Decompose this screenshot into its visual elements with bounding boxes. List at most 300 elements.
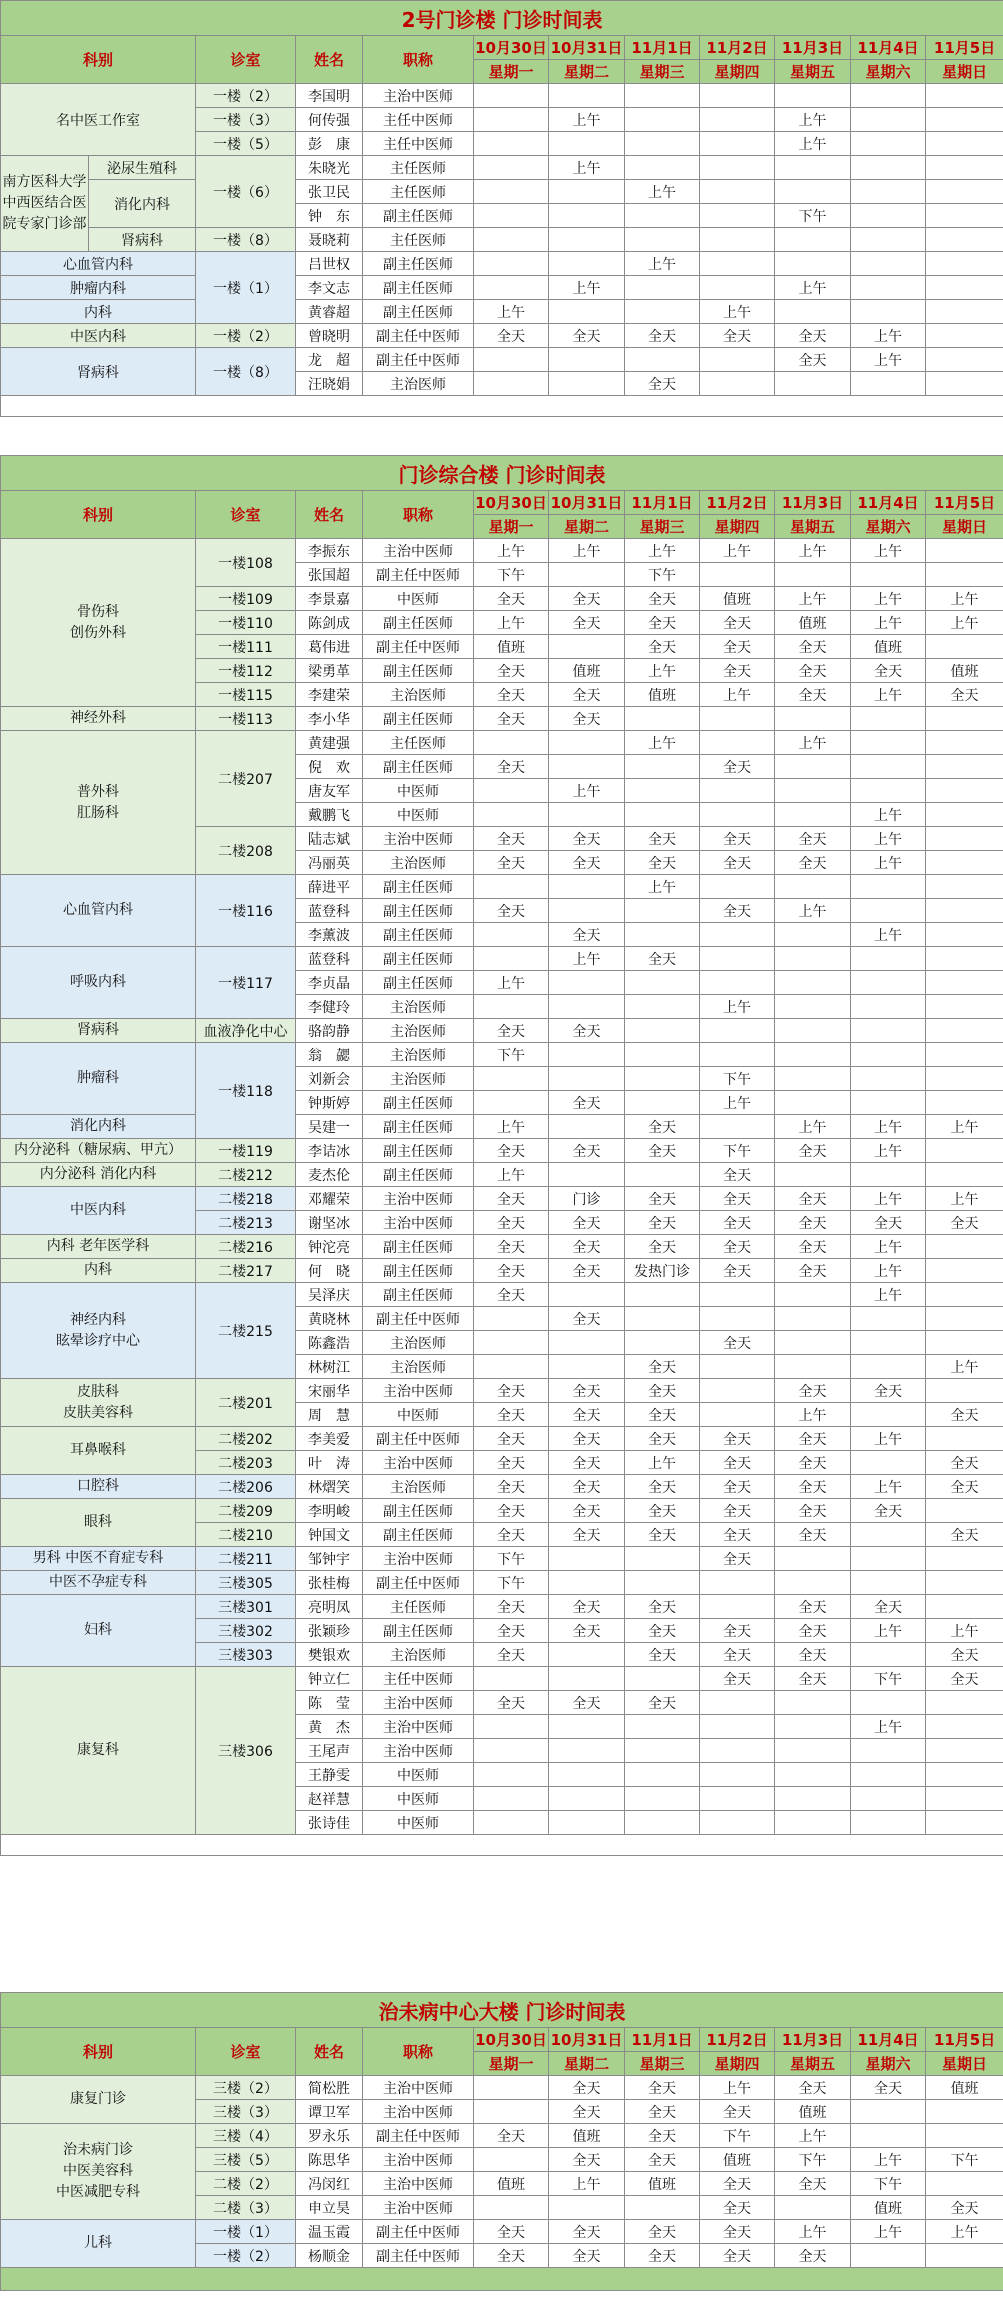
schedule-cell (474, 947, 549, 971)
schedule-cell (926, 1019, 1003, 1043)
room-cell: 二楼203 (196, 1451, 296, 1475)
schedule-cell: 全天 (700, 611, 775, 635)
schedule-cell (700, 132, 775, 156)
schedule-cell: 全天 (549, 1211, 625, 1235)
schedule-cell: 上午 (851, 587, 926, 611)
schedule-cell (700, 971, 775, 995)
schedule-cell: 上午 (775, 2124, 851, 2148)
schedule-cell (625, 1739, 700, 1763)
doctor-name: 聂晓莉 (296, 228, 363, 252)
doctor-rank: 主治医师 (363, 372, 474, 396)
schedule-cell (549, 1763, 625, 1787)
schedule-cell (926, 252, 1003, 276)
doctor-name: 李景嘉 (296, 587, 363, 611)
schedule-cell: 全天 (474, 324, 549, 348)
schedule-cell: 全天 (775, 1211, 851, 1235)
doctor-rank: 副主任医师 (363, 1163, 474, 1187)
schedule-cell: 下午 (926, 2148, 1003, 2172)
schedule-cell (851, 971, 926, 995)
doctor-rank: 副主任中医师 (363, 635, 474, 659)
room-cell: 二楼212 (196, 1163, 296, 1187)
table-row (1, 2076, 1003, 2100)
doctor-name: 亮明凤 (296, 1595, 363, 1619)
schedule-cell (926, 2124, 1003, 2148)
header-dept: 科别 (1, 36, 196, 84)
doctor-rank: 副主任医师 (363, 923, 474, 947)
schedule-table-building-2 (0, 0, 1003, 417)
schedule-cell: 上午 (700, 2076, 775, 2100)
doctor-name: 林熠笑 (296, 1475, 363, 1499)
dept-cell: 消化内科 (1, 1115, 196, 1139)
schedule-cell: 上午 (851, 1187, 926, 1211)
doctor-name: 黄晓林 (296, 1307, 363, 1331)
schedule-cell (851, 779, 926, 803)
header-rank: 职称 (363, 36, 474, 84)
doctor-rank: 中医师 (363, 1787, 474, 1811)
schedule-cell: 上午 (549, 947, 625, 971)
doctor-rank: 副主任中医师 (363, 348, 474, 372)
schedule-cell: 全天 (851, 1595, 926, 1619)
doctor-rank: 中医师 (363, 779, 474, 803)
schedule-cell (549, 2196, 625, 2220)
header-weekday: 星期五 (775, 2052, 851, 2076)
schedule-cell: 全天 (775, 1475, 851, 1499)
schedule-cell: 全天 (625, 1523, 700, 1547)
schedule-cell (474, 779, 549, 803)
schedule-cell (474, 1355, 549, 1379)
schedule-cell: 全天 (700, 755, 775, 779)
doctor-name: 李美爱 (296, 1427, 363, 1451)
doctor-name: 周 慧 (296, 1403, 363, 1427)
schedule-cell: 全天 (700, 1259, 775, 1283)
schedule-cell (926, 1811, 1003, 1835)
schedule-cell (549, 348, 625, 372)
room-cell: 二楼（3） (196, 2196, 296, 2220)
header-date: 11月2日 (700, 36, 775, 60)
schedule-cell (549, 84, 625, 108)
schedule-cell: 上午 (851, 2148, 926, 2172)
schedule-cell (926, 84, 1003, 108)
schedule-cell (926, 276, 1003, 300)
doctor-rank: 副主任医师 (363, 252, 474, 276)
schedule-cell (851, 1091, 926, 1115)
schedule-cell (474, 252, 549, 276)
room-cell: 二楼217 (196, 1259, 296, 1283)
room-cell: 一楼110 (196, 611, 296, 635)
schedule-cell: 值班 (926, 2076, 1003, 2100)
schedule-cell: 上午 (700, 995, 775, 1019)
schedule-cell: 下午 (700, 2124, 775, 2148)
schedule-cell (926, 1691, 1003, 1715)
schedule-cell (700, 1595, 775, 1619)
schedule-cell (926, 1043, 1003, 1067)
schedule-cell (926, 1571, 1003, 1595)
schedule-cell (775, 228, 851, 252)
schedule-cell (549, 372, 625, 396)
doctor-rank: 主治医师 (363, 1643, 474, 1667)
schedule-cell (625, 84, 700, 108)
schedule-cell (851, 1307, 926, 1331)
room-cell: 一楼111 (196, 635, 296, 659)
schedule-cell (700, 228, 775, 252)
section-title: 门诊综合楼 门诊时间表 (1, 456, 1003, 491)
schedule-cell: 上午 (851, 1259, 926, 1283)
doctor-name: 倪 欢 (296, 755, 363, 779)
room-cell: 一楼（8） (196, 228, 296, 252)
schedule-cell (926, 779, 1003, 803)
dept-cell: 康复门诊 (1, 2076, 196, 2124)
schedule-cell (851, 1331, 926, 1355)
schedule-cell (474, 1787, 549, 1811)
schedule-cell: 全天 (549, 2076, 625, 2100)
header-weekday: 星期五 (775, 515, 851, 539)
room-cell: 血液净化中心 (196, 1019, 296, 1043)
doctor-rank: 副主任医师 (363, 1115, 474, 1139)
schedule-cell (549, 252, 625, 276)
schedule-cell: 全天 (625, 1187, 700, 1211)
schedule-cell (549, 1283, 625, 1307)
schedule-cell (775, 1739, 851, 1763)
table-row (1, 1187, 1003, 1211)
schedule-cell (851, 1163, 926, 1187)
schedule-cell (926, 539, 1003, 563)
schedule-cell (549, 1331, 625, 1355)
schedule-cell: 全天 (700, 2244, 775, 2268)
schedule-cell (549, 899, 625, 923)
schedule-cell: 全天 (700, 1499, 775, 1523)
schedule-cell: 全天 (625, 2148, 700, 2172)
doctor-name: 杨顺金 (296, 2244, 363, 2268)
room-cell: 三楼（3） (196, 2100, 296, 2124)
schedule-cell: 全天 (700, 2196, 775, 2220)
schedule-cell (625, 1067, 700, 1091)
header-weekday: 星期四 (700, 515, 775, 539)
schedule-cell: 全天 (625, 1235, 700, 1259)
schedule-cell: 全天 (775, 1523, 851, 1547)
schedule-cell: 全天 (700, 899, 775, 923)
schedule-cell (474, 348, 549, 372)
schedule-cell (926, 1283, 1003, 1307)
schedule-cell: 全天 (700, 1163, 775, 1187)
schedule-cell: 值班 (549, 659, 625, 683)
room-cell: 一楼（3） (196, 108, 296, 132)
schedule-cell: 下午 (775, 204, 851, 228)
schedule-cell: 全天 (474, 1379, 549, 1403)
schedule-cell: 上午 (851, 1235, 926, 1259)
schedule-cell (926, 108, 1003, 132)
schedule-cell: 全天 (775, 1451, 851, 1475)
schedule-cell: 下午 (700, 1139, 775, 1163)
schedule-cell: 上午 (625, 875, 700, 899)
schedule-cell: 全天 (700, 1235, 775, 1259)
schedule-cell: 上午 (775, 899, 851, 923)
room-cell: 三楼306 (196, 1667, 296, 1835)
schedule-cell: 全天 (549, 1235, 625, 1259)
schedule-cell: 全天 (700, 1619, 775, 1643)
schedule-cell (851, 84, 926, 108)
section-title: 治未病中心大楼 门诊时间表 (1, 1993, 1003, 2028)
schedule-cell (700, 1403, 775, 1427)
doctor-name: 黄睿超 (296, 300, 363, 324)
dept-cell: 内科 老年医学科 (1, 1235, 196, 1259)
table-row (1, 1571, 1003, 1595)
schedule-cell: 全天 (474, 755, 549, 779)
schedule-cell: 全天 (775, 324, 851, 348)
doctor-name: 邹钟宇 (296, 1547, 363, 1571)
doctor-rank: 主治中医师 (363, 827, 474, 851)
schedule-cell (851, 875, 926, 899)
doctor-rank: 主任医师 (363, 228, 474, 252)
schedule-cell (474, 1811, 549, 1835)
doctor-name: 李贞晶 (296, 971, 363, 995)
doctor-name: 林树江 (296, 1355, 363, 1379)
schedule-cell (926, 300, 1003, 324)
schedule-cell: 上午 (851, 1283, 926, 1307)
schedule-cell (474, 803, 549, 827)
room-cell: 一楼（2） (196, 324, 296, 348)
schedule-cell (926, 1787, 1003, 1811)
doctor-rank: 副主任中医师 (363, 2124, 474, 2148)
schedule-cell (851, 2244, 926, 2268)
schedule-cell (926, 2244, 1003, 2268)
schedule-cell: 全天 (474, 587, 549, 611)
schedule-cell (549, 1571, 625, 1595)
schedule-cell: 值班 (625, 2172, 700, 2196)
schedule-cell: 全天 (700, 1547, 775, 1571)
room-cell: 三楼303 (196, 1643, 296, 1667)
schedule-cell (926, 803, 1003, 827)
schedule-cell: 全天 (549, 587, 625, 611)
schedule-cell (700, 875, 775, 899)
schedule-cell: 上午 (851, 683, 926, 707)
schedule-cell: 上午 (851, 324, 926, 348)
schedule-cell: 上午 (625, 1451, 700, 1475)
schedule-cell: 上午 (851, 1715, 926, 1739)
table-row (1, 947, 1003, 971)
doctor-name: 申立昊 (296, 2196, 363, 2220)
schedule-cell: 全天 (775, 659, 851, 683)
schedule-cell (775, 1067, 851, 1091)
schedule-cell (775, 707, 851, 731)
schedule-cell: 全天 (549, 1091, 625, 1115)
doctor-rank: 副主任中医师 (363, 2220, 474, 2244)
schedule-cell: 全天 (549, 2244, 625, 2268)
schedule-cell (926, 204, 1003, 228)
section-title: 2号门诊楼 门诊时间表 (1, 1, 1003, 36)
schedule-cell: 上午 (926, 1115, 1003, 1139)
dept-cell: 肿瘤内科 (1, 276, 196, 300)
schedule-cell: 上午 (549, 2172, 625, 2196)
schedule-cell: 上午 (775, 132, 851, 156)
schedule-cell (926, 1499, 1003, 1523)
schedule-cell (700, 731, 775, 755)
dept-cell: 中医不孕症专科 (1, 1571, 196, 1595)
schedule-cell (625, 1787, 700, 1811)
schedule-cell (926, 995, 1003, 1019)
schedule-cell (474, 875, 549, 899)
room-cell: 二楼210 (196, 1523, 296, 1547)
schedule-cell (549, 971, 625, 995)
table-row (1, 156, 1003, 180)
schedule-cell (926, 731, 1003, 755)
schedule-cell (474, 132, 549, 156)
header-date: 11月3日 (775, 36, 851, 60)
doctor-rank: 副主任中医师 (363, 2244, 474, 2268)
schedule-cell: 全天 (625, 1211, 700, 1235)
dept-cell: 男科 中医不育症专科 (1, 1547, 196, 1571)
doctor-name: 陈 莹 (296, 1691, 363, 1715)
schedule-cell: 全天 (625, 635, 700, 659)
header-dept: 科别 (1, 491, 196, 539)
schedule-table-general-building (0, 455, 1003, 1856)
schedule-cell: 全天 (474, 1259, 549, 1283)
schedule-cell: 全天 (775, 1619, 851, 1643)
schedule-cell: 全天 (700, 659, 775, 683)
schedule-cell (549, 1667, 625, 1691)
schedule-cell: 全天 (625, 947, 700, 971)
doctor-name: 邓耀荣 (296, 1187, 363, 1211)
schedule-cell (851, 1403, 926, 1427)
doctor-rank: 副主任医师 (363, 611, 474, 635)
bottom-band (1, 2268, 1003, 2291)
schedule-cell: 全天 (775, 2076, 851, 2100)
section-spacer (1, 396, 1003, 417)
table-row (1, 1043, 1003, 1067)
schedule-cell: 全天 (625, 1403, 700, 1427)
table-row (1, 84, 1003, 108)
room-cell: 三楼305 (196, 1571, 296, 1595)
header-date: 11月5日 (926, 2028, 1003, 2052)
schedule-cell (625, 1163, 700, 1187)
schedule-cell (926, 1091, 1003, 1115)
room-cell: 二楼213 (196, 1211, 296, 1235)
schedule-cell: 全天 (851, 1499, 926, 1523)
schedule-cell: 值班 (549, 2124, 625, 2148)
header-date: 10月31日 (549, 36, 625, 60)
room-cell: 一楼118 (196, 1043, 296, 1139)
room-cell: 一楼116 (196, 875, 296, 947)
schedule-cell (851, 1811, 926, 1835)
schedule-cell (625, 923, 700, 947)
schedule-cell: 全天 (474, 1403, 549, 1427)
schedule-cell: 上午 (474, 1115, 549, 1139)
dept-cell: 南方医科大学中西医结合医院专家门诊部 (1, 156, 89, 252)
schedule-cell: 上午 (851, 539, 926, 563)
schedule-cell: 上午 (775, 587, 851, 611)
schedule-cell (851, 300, 926, 324)
schedule-cell (926, 1715, 1003, 1739)
header-room: 诊室 (196, 36, 296, 84)
schedule-cell (625, 1547, 700, 1571)
schedule-cell (625, 108, 700, 132)
header-weekday: 星期日 (926, 515, 1003, 539)
schedule-cell: 全天 (549, 1019, 625, 1043)
doctor-rank: 副主任医师 (363, 659, 474, 683)
schedule-cell: 全天 (851, 2076, 926, 2100)
dept-cell: 肿瘤科 (1, 1043, 196, 1115)
header-date: 11月1日 (625, 2028, 700, 2052)
schedule-cell (851, 1067, 926, 1091)
room-cell: 一楼（1） (196, 2220, 296, 2244)
header-date: 11月4日 (851, 491, 926, 515)
schedule-cell (775, 84, 851, 108)
doctor-rank: 副主任医师 (363, 276, 474, 300)
schedule-cell (474, 1763, 549, 1787)
table-row (1, 324, 1003, 348)
schedule-cell (775, 563, 851, 587)
header-weekday: 星期六 (851, 2052, 926, 2076)
schedule-cell: 上午 (926, 611, 1003, 635)
schedule-cell: 下午 (474, 1547, 549, 1571)
schedule-cell (926, 1595, 1003, 1619)
table-row (1, 228, 1003, 252)
schedule-cell (851, 108, 926, 132)
schedule-cell: 全天 (474, 1451, 549, 1475)
schedule-cell (474, 156, 549, 180)
schedule-cell (926, 1331, 1003, 1355)
schedule-cell (700, 563, 775, 587)
schedule-cell: 全天 (625, 1475, 700, 1499)
schedule-cell: 上午 (851, 611, 926, 635)
dept-cell: 中医内科 (1, 1187, 196, 1235)
doctor-name: 宋丽华 (296, 1379, 363, 1403)
schedule-cell (851, 1451, 926, 1475)
schedule-cell: 全天 (700, 324, 775, 348)
section-preventive-center (0, 1992, 1003, 2291)
schedule-cell (926, 180, 1003, 204)
schedule-cell (700, 372, 775, 396)
schedule-cell: 全天 (549, 923, 625, 947)
doctor-rank: 主治中医师 (363, 1739, 474, 1763)
schedule-cell (851, 2100, 926, 2124)
schedule-cell (474, 923, 549, 947)
schedule-cell: 全天 (625, 2100, 700, 2124)
schedule-cell: 上午 (851, 1115, 926, 1139)
doctor-name: 李振东 (296, 539, 363, 563)
doctor-rank: 主治中医师 (363, 2172, 474, 2196)
doctor-rank: 副主任医师 (363, 971, 474, 995)
header-date: 10月30日 (474, 36, 549, 60)
schedule-cell: 全天 (700, 1643, 775, 1667)
schedule-cell (851, 1643, 926, 1667)
schedule-cell: 下午 (700, 1067, 775, 1091)
schedule-cell (926, 1379, 1003, 1403)
schedule-cell (851, 372, 926, 396)
dept-cell: 呼吸内科 (1, 947, 196, 1019)
schedule-cell (625, 156, 700, 180)
schedule-cell (625, 348, 700, 372)
doctor-rank: 副主任医师 (363, 1619, 474, 1643)
schedule-cell (775, 1355, 851, 1379)
schedule-cell (926, 324, 1003, 348)
schedule-cell: 全天 (549, 1307, 625, 1331)
dept-cell: 内科 (1, 300, 196, 324)
schedule-cell (851, 1691, 926, 1715)
schedule-cell (775, 1283, 851, 1307)
schedule-cell (700, 276, 775, 300)
schedule-cell (549, 300, 625, 324)
schedule-cell (775, 1019, 851, 1043)
doctor-rank: 主治中医师 (363, 1187, 474, 1211)
doctor-rank: 副主任医师 (363, 899, 474, 923)
schedule-cell (851, 563, 926, 587)
dept-cell: 神经内科 眩晕诊疗中心 (1, 1283, 196, 1379)
schedule-cell: 全天 (549, 1475, 625, 1499)
table-row (1, 707, 1003, 731)
schedule-cell (700, 1043, 775, 1067)
schedule-cell: 全天 (700, 827, 775, 851)
schedule-cell (775, 252, 851, 276)
